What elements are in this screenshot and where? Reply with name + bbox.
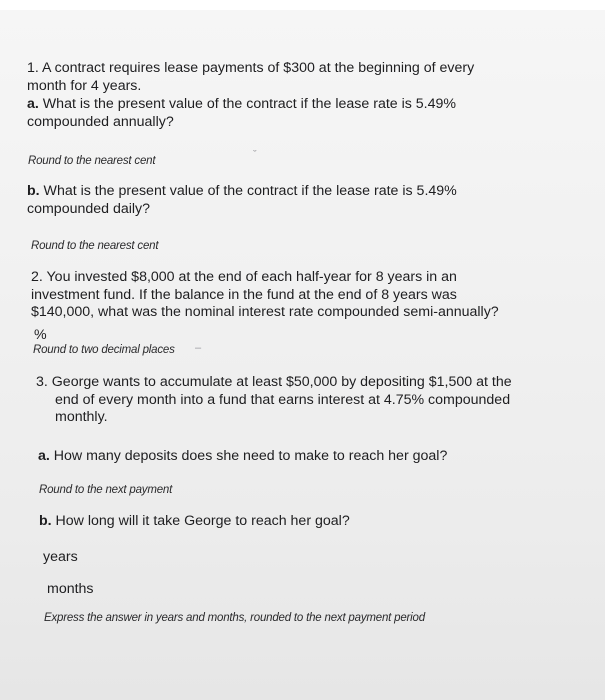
stray-tick-mark: ˇ xyxy=(253,149,257,161)
question-3b-label: b. xyxy=(39,513,52,529)
question-1a-text: What is the present value of the contract if the lease rate is 5.49% xyxy=(38,96,457,112)
question-2-round-note: Round to two decimal places xyxy=(33,344,175,356)
question-1b-round-note: Round to the nearest cent xyxy=(31,240,159,252)
question-3a-text: How many deposits does she need to make to reach her goal? xyxy=(49,448,448,464)
question-1-intro: 1. A contract requires lease payments of $300 at the beginning of every month for 4 years. xyxy=(27,60,475,94)
question-2-unit: % xyxy=(34,327,47,343)
question-3b-note: Express the answer in years and months, rounded to the next payment period xyxy=(44,612,425,624)
question-1a-label: a. xyxy=(27,96,39,112)
question-1b-text: What is the present value of the contract if the lease rate is 5.49% xyxy=(39,183,457,199)
question-3: 3. George wants to accumulate at least $50,000 by depositing $1,500 at the end of every month into a fund that earns interest at 4.75% compounded monthly. xyxy=(36,374,512,425)
top-edge xyxy=(0,0,605,10)
question-1a-round-note: Round to the nearest cent xyxy=(28,155,156,167)
stray-dash-mark: – xyxy=(195,342,202,354)
question-3a xyxy=(38,448,447,466)
question-1b-text-2: compounded daily? xyxy=(27,200,151,217)
question-1a xyxy=(27,96,456,131)
question-1a-text-2: compounded annually? xyxy=(27,113,174,130)
question-3b xyxy=(39,513,350,531)
question-1b xyxy=(27,183,457,218)
question-3a-label: a. xyxy=(38,448,50,464)
months-label: months xyxy=(47,581,94,597)
question-1b-label: b. xyxy=(27,183,40,199)
years-label: years xyxy=(43,549,78,565)
question-3b-text: How long will it take George to reach her goal? xyxy=(51,513,350,529)
question-3a-round-note: Round to the next payment xyxy=(39,484,173,496)
question-2: 2. You invested $8,000 at the end of each half-year for 8 years in an investment fund. If the balance in the fund at the end of 8 years was $140,000, what was the nominal interest rate compounded semi-annually? xyxy=(31,269,499,320)
